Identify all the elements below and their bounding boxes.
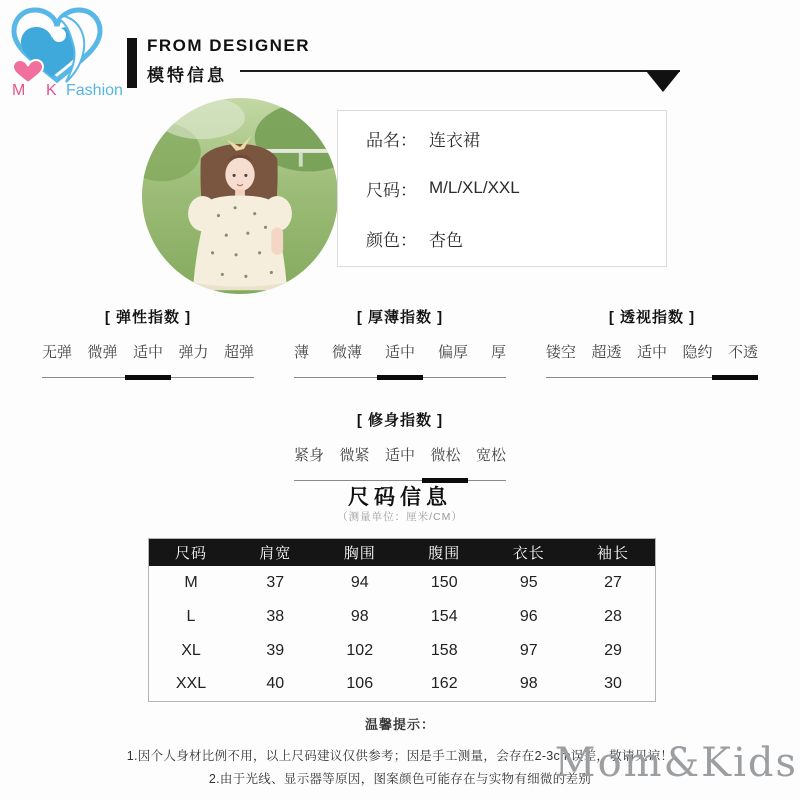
size-table-header-cell: 袖长 [571,539,656,566]
tips-line: 1.因个人身材比例不用，以上尺码建议仅供参考；因是手工测量，会存在2-3cm误差，敬请见谅！ [126,749,674,763]
index-option: 微紧 [339,447,370,464]
watermark: Mom&Kids [554,740,798,786]
arrow-down-icon [646,71,680,92]
model-photo-illustration [142,98,338,294]
size-table-cell: 38 [266,607,285,625]
index-option: 宽松 [475,447,506,464]
index-option: 适中 [384,344,415,361]
size-table-cell: 40 [266,675,285,693]
index-option: 薄 [294,344,310,361]
index-block [546,306,758,381]
index-option: 镂空 [546,344,577,361]
brand-heart-icon [6,4,108,84]
size-table-cell: 102 [346,641,374,659]
index-option: 弹力 [178,344,209,361]
index-option: 微弹 [87,344,118,361]
size-table-cell: L [186,607,196,625]
index-options [42,341,254,362]
logo-letter-k: K [46,82,57,99]
size-table-cell: 162 [430,675,458,693]
index-option: 偏厚 [437,344,468,361]
size-table-cell: 94 [350,573,369,591]
size-table-cell: M [184,573,198,591]
index-options [294,341,506,362]
tips-line: 2.由于光线、显示器等原因，图案颜色可能存在与实物有细微的差别 [208,772,592,786]
logo-letter-m: M [12,82,26,99]
product-info-row [366,213,666,263]
product-info-box [337,110,667,267]
index-block [294,306,506,381]
product-info-value: 杏色 [429,230,463,250]
size-table-row [149,600,656,634]
size-table [148,538,656,702]
index-block [42,306,254,381]
logo-fashion-text: Fashion [66,82,123,99]
header-title-zh: 模特信息 [147,66,227,85]
model-photo [142,98,338,294]
size-table-row [149,566,656,600]
size-table-cell: 30 [604,675,622,693]
size-table-cell: 97 [519,641,538,659]
size-table-header-cell: 胸围 [318,539,403,566]
size-table-header-cell: 尺码 [149,539,234,566]
index-track [294,375,506,381]
size-table-header-cell: 腹围 [402,539,487,566]
size-table-cell: XXL [175,675,207,693]
size-table-cell: 37 [266,573,285,591]
size-table-header-row [149,539,656,566]
indices-grid [0,306,800,484]
index-block [294,409,506,484]
size-table-row [149,634,656,668]
size-section-subtitle: （测量单位：厘米/CM） [337,511,463,523]
product-info-label: 尺码： [366,180,417,200]
index-option: 超透 [591,344,622,361]
index-options [294,444,506,465]
product-info-value: 连衣裙 [429,130,480,150]
index-option: 微薄 [331,344,362,361]
index-title: [ 透视指数 ] [608,309,696,326]
index-option: 适中 [132,344,163,361]
size-table-cell: 27 [604,573,622,591]
size-table-cell: 96 [519,607,538,625]
tips-title: 温馨提示： [364,717,435,732]
header-title-en: FROM DESIGNER [147,36,311,55]
index-option: 紧身 [294,447,325,464]
size-table-header-cell: 衣长 [487,539,572,566]
index-option: 隐约 [682,344,713,361]
brand-logo [6,4,123,102]
size-table-row [149,668,656,702]
index-options [546,341,758,362]
product-info-value: M/L/XL/XXL [429,178,520,197]
size-table-cell: 154 [430,607,458,625]
size-table-header-cell: 肩宽 [233,539,318,566]
index-track [546,375,758,381]
size-table-cell: 150 [430,573,458,591]
index-option: 厚 [490,344,506,361]
index-option: 适中 [636,344,667,361]
size-section-title: 尺码信息 [348,486,452,509]
product-info-label: 颜色： [366,230,417,250]
index-selected-marker [377,375,423,380]
product-info-row [366,113,666,163]
size-table-cell: 98 [519,675,538,693]
index-option: 不透 [727,344,758,361]
size-table-cell: 28 [604,607,622,625]
header-rule [240,70,680,72]
index-selected-marker [125,375,171,380]
size-table-cell: XL [181,641,201,659]
index-option: 适中 [384,447,415,464]
size-table-cell: 39 [266,641,285,659]
header-accent-bar [127,38,137,88]
product-info-label: 品名： [366,130,417,150]
size-table-cell: 95 [519,573,538,591]
size-table-cell: 98 [350,607,369,625]
size-table-cell: 106 [346,675,374,693]
index-track [42,375,254,381]
index-selected-marker [712,375,758,380]
index-title: [ 修身指数 ] [356,412,444,429]
index-option: 微松 [430,447,461,464]
section-header [127,36,683,92]
size-table-cell: 158 [430,641,458,659]
index-option: 超弹 [223,344,254,361]
size-table-wrap [148,538,656,702]
product-info-row [366,163,666,213]
index-title: [ 弹性指数 ] [104,309,192,326]
index-title: [ 厚薄指数 ] [356,309,444,326]
size-table-cell: 29 [604,641,622,659]
index-option: 无弹 [42,344,73,361]
